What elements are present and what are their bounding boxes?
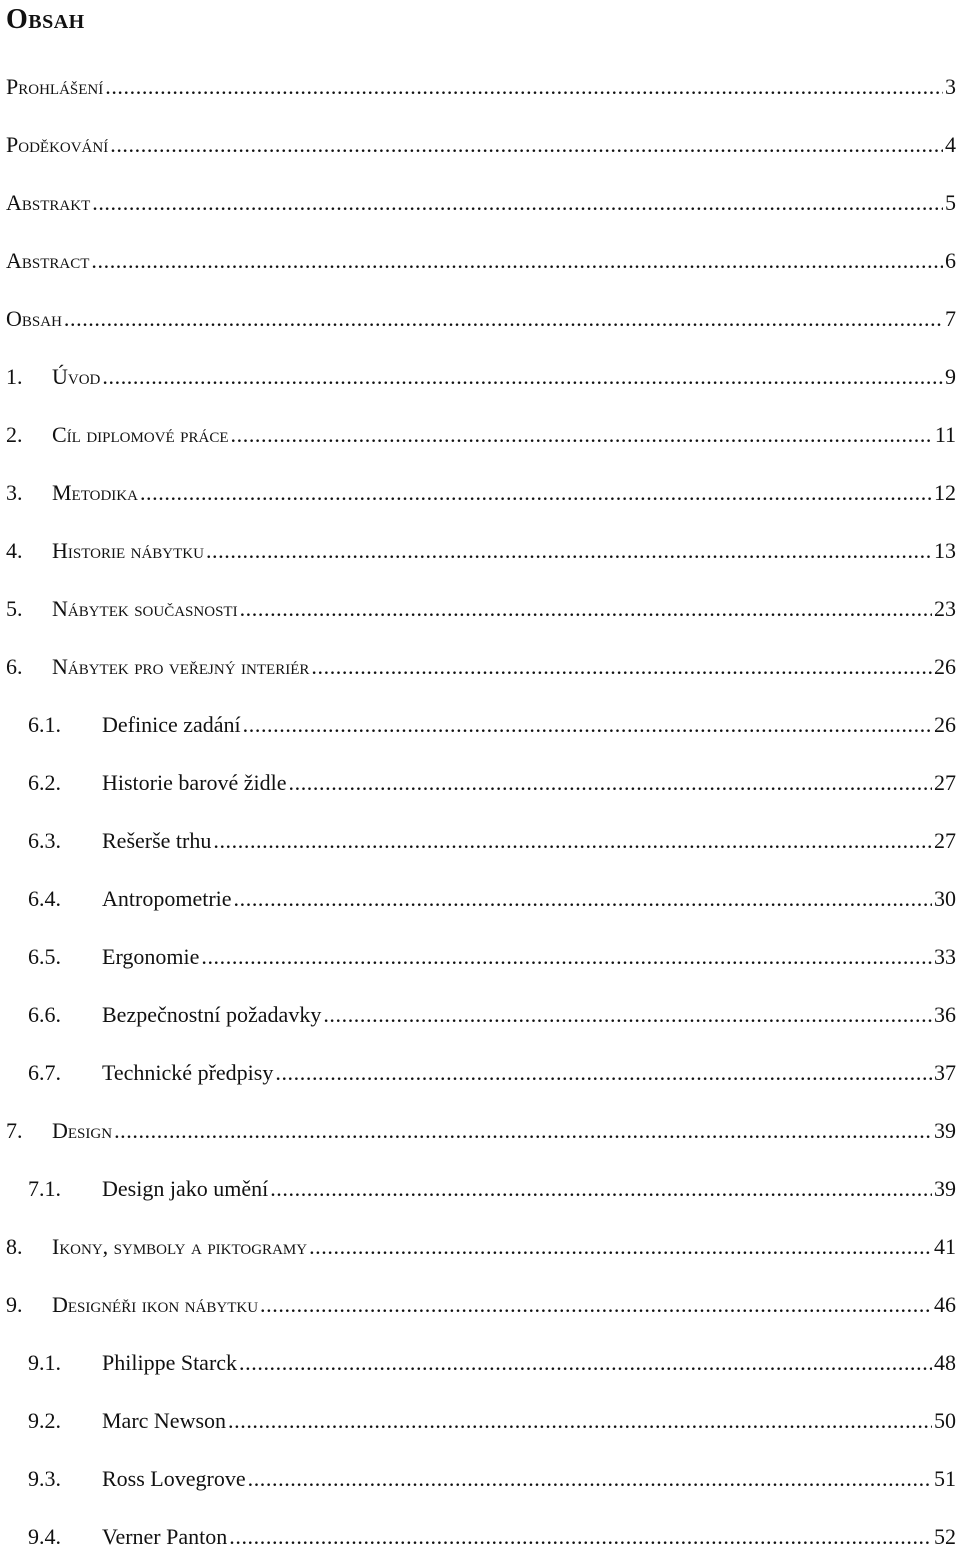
toc-entry-number: 8. [6, 1234, 23, 1259]
toc-entry[interactable] [0, 638, 960, 696]
toc-entry-title: Technické předpisy [102, 1060, 274, 1085]
toc-entry-number: 5. [6, 596, 23, 621]
dot-leader [64, 306, 943, 332]
dot-leader [114, 1118, 932, 1144]
toc-entry[interactable] [0, 1218, 960, 1276]
toc-entry-page: 51 [934, 1466, 956, 1491]
toc-entry-page: 9 [945, 364, 956, 389]
dot-leader [243, 712, 932, 738]
toc-entry-title: Marc Newson [102, 1408, 227, 1433]
toc-entry-title: Definice zadání [102, 712, 241, 737]
toc-entry-page: 23 [934, 596, 956, 621]
toc-entry-page: 48 [934, 1350, 956, 1375]
toc-entry[interactable] [0, 580, 960, 638]
toc-entry-number: 7. [6, 1118, 23, 1143]
toc-entry-title: Úvod [52, 364, 101, 389]
toc-entry-number: 9.2. [28, 1408, 61, 1433]
dot-leader [275, 1060, 932, 1086]
toc-entry-page: 12 [934, 480, 956, 505]
dot-leader [92, 190, 943, 216]
toc-entry-title: Verner Panton [102, 1524, 228, 1549]
toc-entry-page: 26 [934, 654, 956, 679]
toc-entry[interactable] [0, 1508, 960, 1566]
toc-entry-number: 9.4. [28, 1524, 61, 1549]
toc-entry-number: 7.1. [28, 1176, 61, 1201]
dot-leader [206, 538, 932, 564]
toc-entry-page: 39 [934, 1176, 956, 1201]
toc-entry[interactable] [0, 1276, 960, 1334]
toc-entry-page: 52 [934, 1524, 956, 1549]
toc-entry-page: 39 [934, 1118, 956, 1143]
toc-entry-number: 1. [6, 364, 23, 389]
dot-leader [239, 1350, 932, 1376]
toc-entry-title: Bezpečnostní požadavky [102, 1002, 322, 1027]
toc-entry-number: 9.1. [28, 1350, 61, 1375]
toc-entry-page: 46 [934, 1292, 956, 1317]
toc-entry[interactable] [0, 58, 960, 116]
toc-entry-page: 4 [945, 132, 956, 157]
toc-entry-number: 3. [6, 480, 23, 505]
toc-entry[interactable] [0, 1044, 960, 1102]
toc-entry-page: 41 [934, 1234, 956, 1259]
dot-leader [110, 132, 943, 158]
toc-entry-title: Philippe Starck [102, 1350, 238, 1375]
toc-entry-number: 6.5. [28, 944, 61, 969]
dot-leader [248, 1466, 932, 1492]
toc-entry[interactable] [0, 348, 960, 406]
toc-entry-title: Nábytek současnosti [52, 596, 238, 621]
toc-entry-title: Metodika [52, 480, 138, 505]
toc-entry-page: 11 [934, 422, 956, 447]
toc-entry-number: 6.1. [28, 712, 61, 737]
toc-entry[interactable] [0, 522, 960, 580]
dot-leader [234, 886, 932, 912]
toc-entry-page: 30 [934, 886, 956, 911]
toc-entry-number: 6.4. [28, 886, 61, 911]
dot-leader [289, 770, 933, 796]
toc-entry[interactable] [0, 174, 960, 232]
toc-entry-title: Rešerše trhu [102, 828, 212, 853]
toc-entry-page: 26 [934, 712, 956, 737]
toc-entry-title: Historie nábytku [52, 538, 204, 563]
dot-leader [140, 480, 932, 506]
dot-leader [228, 1408, 932, 1434]
toc-entry-title: Obsah [6, 306, 62, 331]
toc-entry-number: 6. [6, 654, 23, 679]
toc-entry-page: 36 [934, 1002, 956, 1027]
dot-leader [240, 596, 932, 622]
dot-leader [229, 1524, 932, 1550]
toc-entry[interactable] [0, 232, 960, 290]
toc-entry-title: Abstrakt [6, 190, 91, 215]
toc-entry-title: Design [52, 1118, 113, 1143]
toc-entry[interactable] [0, 1102, 960, 1160]
table-of-contents [0, 58, 960, 1566]
toc-entry-page: 27 [934, 828, 956, 853]
toc-entry[interactable] [0, 406, 960, 464]
toc-entry[interactable] [0, 464, 960, 522]
toc-entry-page: 3 [945, 74, 956, 99]
toc-entry-page: 27 [934, 770, 956, 795]
toc-entry-title: Nábytek pro veřejný interiér [52, 654, 310, 679]
toc-entry-title: Historie barové židle [102, 770, 287, 795]
toc-heading: Obsah [6, 4, 85, 35]
toc-entry[interactable] [0, 870, 960, 928]
toc-entry-page: 13 [934, 538, 956, 563]
dot-leader [270, 1176, 932, 1202]
toc-entry-number: 2. [6, 422, 23, 447]
toc-entry[interactable] [0, 696, 960, 754]
dot-leader [311, 654, 932, 680]
dot-leader [102, 364, 943, 390]
toc-entry-number: 6.3. [28, 828, 61, 853]
toc-entry-title: Poděkování [6, 132, 109, 157]
toc-entry-title: Ergonomie [102, 944, 200, 969]
dot-leader [231, 422, 933, 448]
toc-entry-page: 6 [945, 248, 956, 273]
dot-leader [323, 1002, 932, 1028]
toc-entry[interactable] [0, 1450, 960, 1508]
toc-entry-number: 4. [6, 538, 23, 563]
toc-entry[interactable] [0, 1160, 960, 1218]
toc-entry-title: Designéři ikon nábytku [52, 1292, 259, 1317]
toc-entry-title: Cíl diplomové práce [52, 422, 229, 447]
toc-entry-page: 33 [934, 944, 956, 969]
toc-entry-title: Prohlášení [6, 74, 104, 99]
toc-entry-number: 9. [6, 1292, 23, 1317]
dot-leader [105, 74, 943, 100]
dot-leader [309, 1234, 932, 1260]
toc-entry[interactable] [0, 928, 960, 986]
toc-entry[interactable] [0, 1334, 960, 1392]
toc-entry-page: 5 [945, 190, 956, 215]
toc-entry-title: Abstract [6, 248, 90, 273]
dot-leader [260, 1292, 932, 1318]
toc-entry[interactable] [0, 290, 960, 348]
toc-entry-number: 9.3. [28, 1466, 61, 1491]
toc-entry-number: 6.2. [28, 770, 61, 795]
toc-entry-number: 6.6. [28, 1002, 61, 1027]
toc-entry-title: Design jako umění [102, 1176, 269, 1201]
toc-entry-page: 37 [934, 1060, 956, 1085]
toc-entry[interactable] [0, 986, 960, 1044]
toc-entry-page: 50 [934, 1408, 956, 1433]
toc-entry-page: 7 [945, 306, 956, 331]
toc-entry[interactable] [0, 1392, 960, 1450]
dot-leader [201, 944, 932, 970]
toc-entry[interactable] [0, 754, 960, 812]
dot-leader [213, 828, 932, 854]
toc-entry-number: 6.7. [28, 1060, 61, 1085]
toc-entry[interactable] [0, 116, 960, 174]
toc-entry-title: Ikony, symboly a piktogramy [52, 1234, 308, 1259]
toc-entry[interactable] [0, 812, 960, 870]
toc-entry-title: Antropometrie [102, 886, 232, 911]
dot-leader [91, 248, 943, 274]
toc-entry-title: Ross Lovegrove [102, 1466, 246, 1491]
